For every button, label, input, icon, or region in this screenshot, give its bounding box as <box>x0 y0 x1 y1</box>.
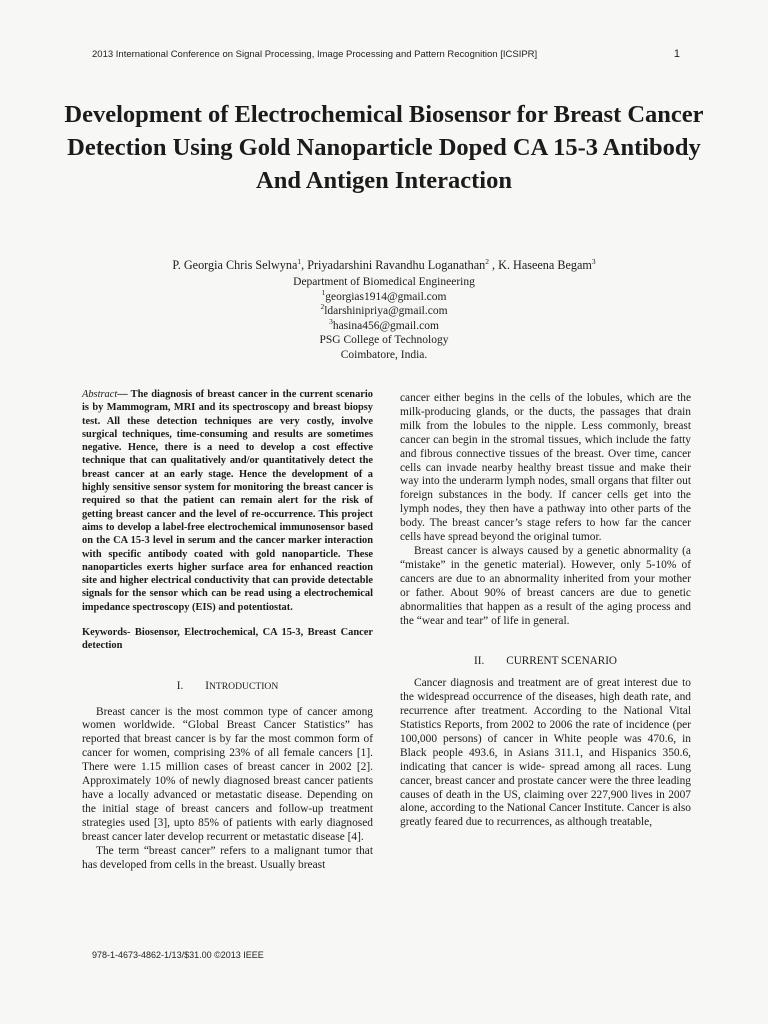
abstract <box>82 388 373 614</box>
page-number: 1 <box>673 48 680 60</box>
author-list <box>40 258 728 273</box>
running-header <box>92 48 680 60</box>
copyright-footer: 978-1-4673-4862-1/13/$31.00 ©2013 IEEE <box>92 950 264 960</box>
email-1-sup: 1 <box>321 287 326 297</box>
abstract-label: Abstract <box>82 389 118 400</box>
abstract-dash: — <box>117 389 131 400</box>
left-column <box>82 388 373 872</box>
email-3[interactable]: hasina456@gmail.com <box>332 319 439 332</box>
section-1-heading <box>82 680 373 694</box>
section-2-heading <box>400 655 691 669</box>
intro-paragraph-3: cancer either begins in the cells of the lobules, which are the milk-producing glands, or the ducts, the passages that drain milk from the lobules to the nipple. Less commonly, breast cancer can begin in the stromal tissues, which include the fatty and fibrous connective tissues of the breast. Over time, cancer cells can invade nearby healthy breast tissue and make their way into the underarm lymph nodes, small organs that filter out foreign substances in the body. If cancer cells get into the lymph nodes, they then have a pathway into other parts of the body. The breast cancer’s stage refers to how far the cancer cells have spread beyond the original tumor. <box>400 392 691 544</box>
section-1-number: I. <box>176 679 184 692</box>
department: Department of Biomedical Engineering <box>293 276 475 288</box>
intro-paragraph-1: Breast cancer is the most common type of cancer among women worldwide. “Global Breast Cancer Statistics” has reported that breast cancer is by far the most common form of cancer for women, comprising 23% of all female cancers [1]. There were 1.15 million cases of breast cancer in 2002 [2]. Approximately 10% of newly diagnosed breast cancer patients have a locally advanced or metastatic disease. Depending on the initial stage of breast cancers and follow-up treatment strategies used [3], upto 85% of patients with early diagnosed breast cancer later develop recurrent or metastatic disease [4]. <box>82 705 373 843</box>
email-3-sup: 3 <box>329 316 333 326</box>
author-1: P. Georgia Chris Selwyna <box>172 258 298 272</box>
author-2-sup: 2 <box>485 256 489 266</box>
intro-paragraph-2: The term “breast cancer” refers to a malignant tumor that has developed from cells in the breast. Usually breast <box>82 844 373 871</box>
right-column <box>400 392 691 830</box>
author-3: , K. Haseena Begam <box>489 258 592 272</box>
conference-name: 2013 International Conference on Signal Processing, Image Processing and Pattern Recognition [ICSIPR] <box>92 49 538 60</box>
email-1-line <box>40 287 728 305</box>
author-3-sup: 3 <box>591 256 596 266</box>
paper-title: Development of Electrochemical Biosensor for Breast Cancer Detection Using Gold Nanoparticle Doped CA 15-3 Antibody And Antigen Interaction <box>64 101 704 194</box>
email-3-line <box>40 316 728 334</box>
city: Coimbatore, India. <box>340 348 428 361</box>
section-2-title: CURRENT SCENARIO <box>506 655 617 668</box>
abstract-text: The diagnosis of breast cancer in the current scenario is by Mammogram, MRI and its spectroscopy and breast biopsy test. All these detection techniques are very costly, involve surgical techniques, time-consuming and results are sometimes negative. Hence, there is a need to develop a cost effective technique that can qualitatively and/or quantitatively detect the breast cancer at an early stage. Hence the development of a highly sensitive sensor system for monitoring the breast cancer is required so that the patient can remain alert for the risk of getting breast cancer and the level of re-occurrence. This project aims to develop a label-free electrochemical immunosensor based on the CA 15-3 level in serum and the cancer marker interaction with specific antibody coated with gold nanoparticle. These nanoparticles exerts higher surface area for enhanced reaction site and higher electrical conductivity that can provide detectable signals for the sensor which can be read using a electrochemical impedance spectroscopy (EIS) and potentiostat. <box>82 389 373 613</box>
email-1[interactable]: georgias1914@gmail.com <box>325 290 447 303</box>
email-2-line <box>40 304 728 319</box>
scenario-paragraph-1: Cancer diagnosis and treatment are of great interest due to the widespread occurrence of the diseases, high death rate, and recurrence after treatment. According to the National Vital Statistics Reports, from 2002 to 2006 the rate of incidence (per 100,000 persons) of cancer in White people was 470.6, in Black people 493.6, in Asians 311.1, and Hispanics 350.6, indicating that cancer is wide- spread among all races. Lung cancer, breast cancer and prostate cancer were the three leading causes of death in the US, claiming over 227,900 lives in 2007 alone, according to the National Cancer Institute. Cancer is also greatly feared due to recurrences, as although treatable, <box>400 677 691 829</box>
section-2-number: II. <box>474 655 485 668</box>
keywords: Keywords- Biosensor, Electrochemical, CA 15-3, Breast Cancer detection <box>82 627 373 652</box>
email-2-sup: 2 <box>320 302 325 312</box>
affiliation-block <box>40 275 728 363</box>
genetic-paragraph: Breast cancer is always caused by a genetic abnormality (a “mistake” in the genetic material). However, only 5-10% of cancers are due to an abnormality inherited from your mother or father. About 90% of breast cancers are due to genetic abnormalities that happen as a result of the aging process and the “wear and tear” of life in general. <box>400 544 691 627</box>
author-1-sup: 1 <box>297 256 302 266</box>
section-1-title-initial: I <box>205 679 209 692</box>
section-1-title-rest: NTRODUCTION <box>208 680 279 692</box>
author-2: , Priyadarshini Ravandhu Loganathan <box>301 258 486 272</box>
email-2[interactable]: ldarshinipriya@gmail.com <box>324 305 448 318</box>
college: PSG College of Technology <box>319 334 449 347</box>
